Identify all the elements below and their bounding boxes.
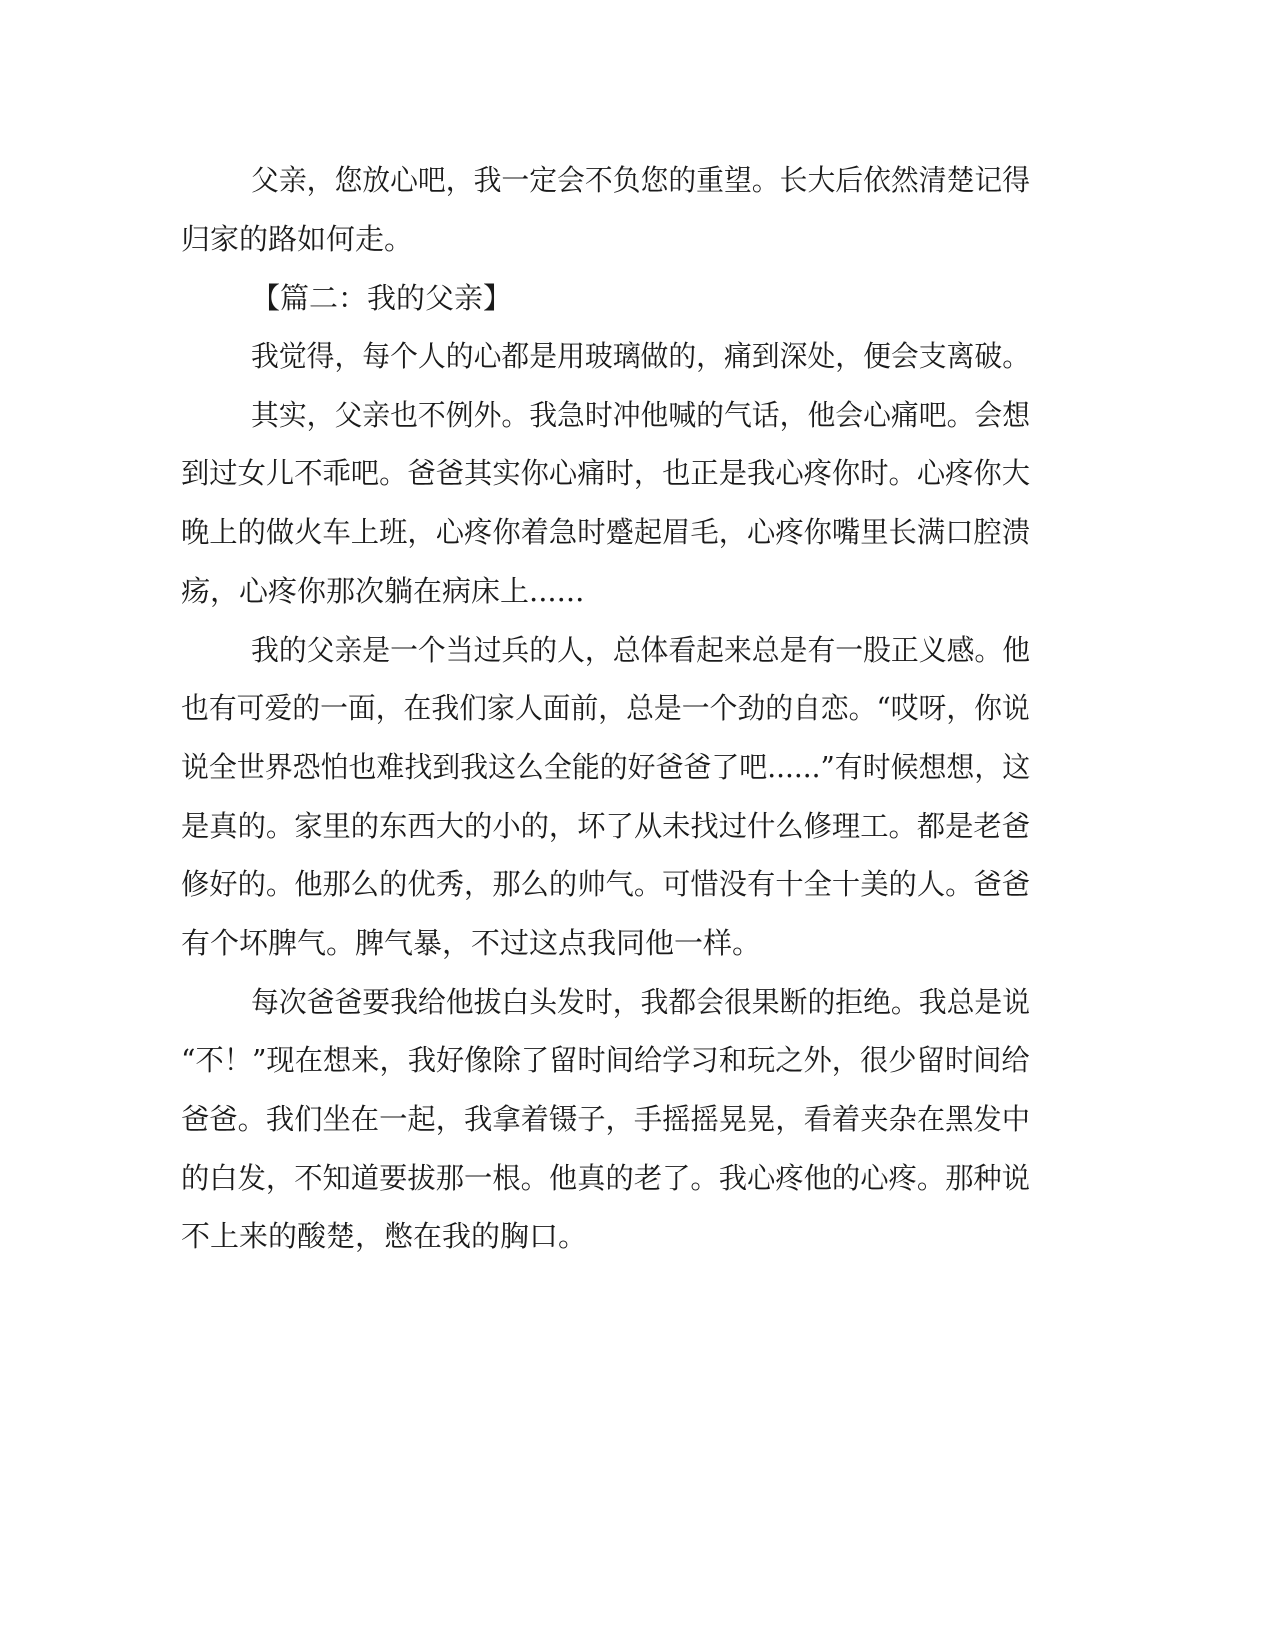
text-line: 修好的。他那么的优秀，那么的帅气。可惜没有十全十美的人。爸爸 [181,867,1031,901]
text-line: 是真的。家里的东西大的小的，坏了从未找过什么修理工。都是老爸 [181,809,1031,843]
text-line: 不上来的酸楚，憋在我的胸口。 [181,1219,588,1253]
text-line: 到过女儿不乖吧。爸爸其实你心痛时，也正是我心疼你时。心疼你大 [181,456,1031,490]
text-line: 我的父亲是一个当过兵的人，总体看起来总是有一股正义感。他 [251,633,1031,667]
text-line: 其实，父亲也不例外。我急时冲他喊的气话，他会心痛吧。会想 [251,398,1031,432]
text-line: 有个坏脾气。脾气暴，不过这点我同他一样。 [181,926,762,960]
text-line: 说全世界恐怕也难找到我这么全能的好爸爸了吧......”有时候想想，这 [181,750,1031,784]
text-line: 父亲，您放心吧，我一定会不负您的重望。长大后依然清楚记得 [251,163,1031,197]
section-heading: 【篇二：我的父亲】 [251,281,513,315]
text-line: 每次爸爸要我给他拔白头发时，我都会很果断的拒绝。我总是说 [251,985,1031,1019]
text-line: 疡，心疼你那次躺在病床上...... [181,574,585,608]
text-line: 晚上的做火车上班，心疼你着急时蹙起眉毛，心疼你嘴里长满口腔溃 [181,515,1031,549]
text-line: 也有可爱的一面，在我们家人面前，总是一个劲的自恋。“哎呀，你说 [181,691,1030,725]
text-line: 归家的路如何走。 [181,222,414,256]
text-line: 的白发，不知道要拔那一根。他真的老了。我心疼他的心疼。那种说 [181,1161,1031,1195]
text-line: “不！”现在想来，我好像除了留时间给学习和玩之外，很少留时间给 [181,1043,1030,1077]
text-line: 我觉得，每个人的心都是用玻璃做的，痛到深处，便会支离破。 [251,339,1031,373]
text-line: 爸爸。我们坐在一起，我拿着镊子，手摇摇晃晃，看着夹杂在黑发中 [181,1102,1031,1136]
